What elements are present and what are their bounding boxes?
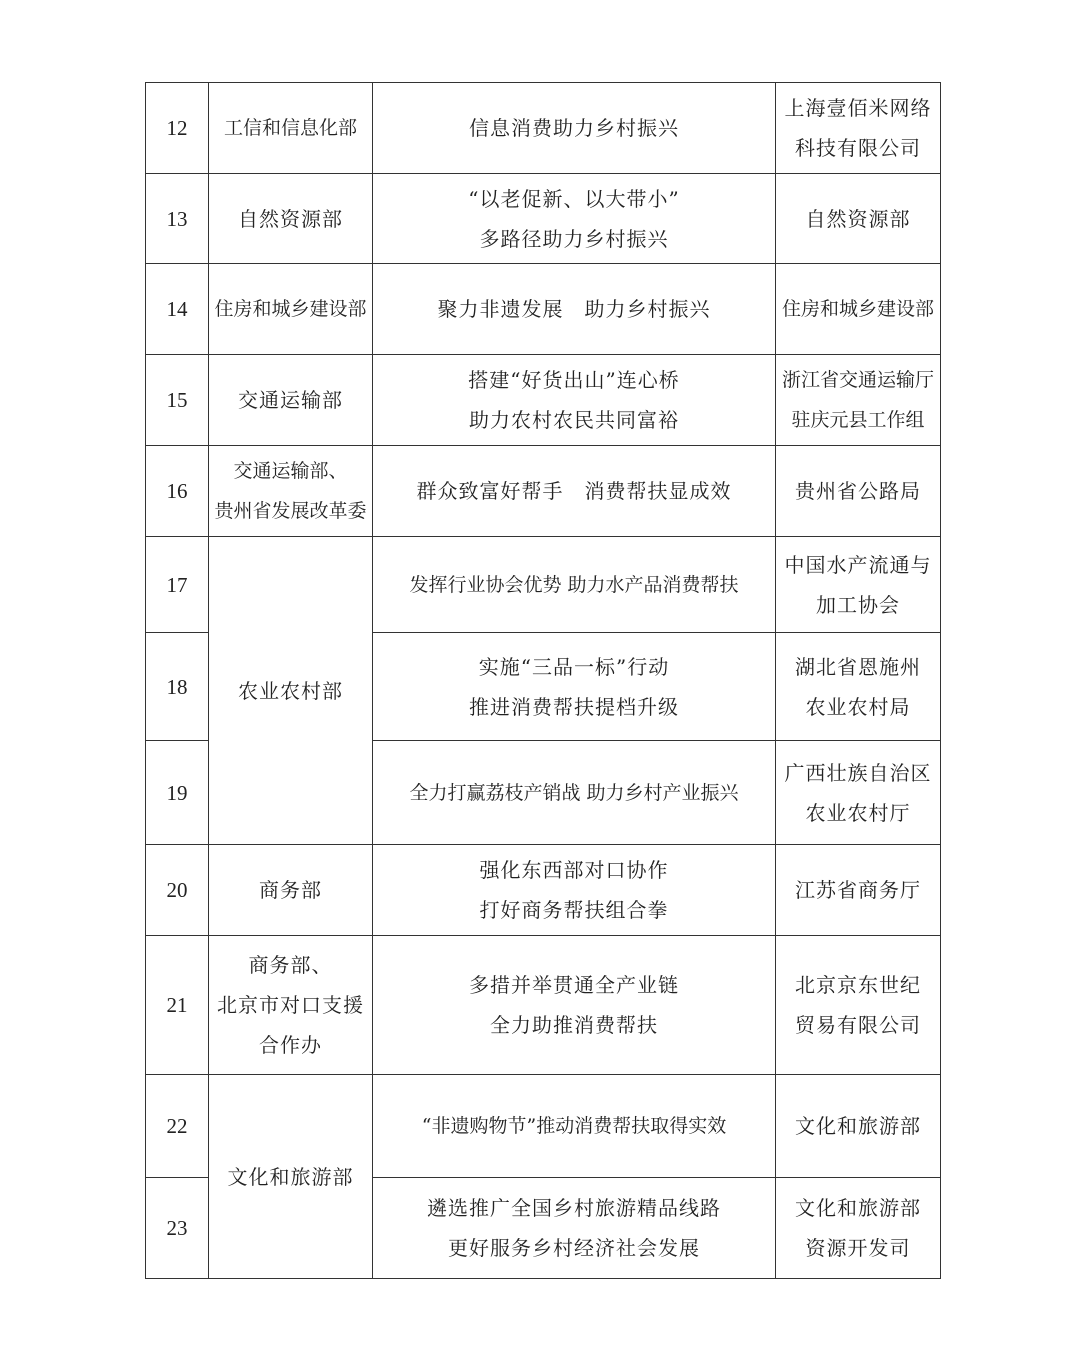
case-title-text: 多措并举贯通全产业链 [469,973,679,997]
case-title-cell [373,633,776,741]
unit-text: 贸易有限公司 [795,1013,921,1037]
row-number: 21 [146,936,209,1075]
department-text: 贵州省发展改革委 [214,500,367,522]
unit-text: 科技有限公司 [795,136,921,160]
row-number: 15 [146,355,209,446]
unit-text: 上海壹佰米网络 [784,96,932,120]
table-row [146,936,941,1075]
case-title-text: 搭建“好货出山”连心桥 [468,368,680,392]
department-text: 农业农村部 [238,678,343,703]
department-text: 工信和信息化部 [223,117,357,139]
unit-cell [776,936,941,1075]
department-cell [209,446,373,537]
case-title-text: 推进消费帮扶提档升级 [469,694,679,719]
unit-text: 文化和旅游部 [795,1196,921,1220]
row-number: 20 [146,845,209,936]
department-text: 商务部 [259,878,322,902]
department-text: 交通运输部、 [233,460,348,482]
case-title-cell [373,741,776,845]
case-title-text: 群众致富好帮手 消费帮扶显成效 [416,479,732,503]
case-title-text: 全力助推消费帮扶 [490,1013,658,1037]
case-title-cell [373,355,776,446]
case-title-text: 打好商务帮扶组合拳 [479,898,669,922]
unit-text: 资源开发司 [805,1236,911,1260]
department-cell [209,537,373,845]
row-number: 16 [146,446,209,537]
case-title-cell [373,83,776,174]
department-text: 交通运输部 [238,388,343,412]
unit-cell [776,741,941,845]
department-cell [209,355,373,446]
unit-text: 农业农村厅 [805,800,911,825]
unit-text: 浙江省交通运输厅 [781,369,934,391]
case-title-text: 更好服务乡村经济社会发展 [448,1236,700,1260]
unit-text: 北京京东世纪 [795,973,921,997]
table-row [146,174,941,264]
case-title-cell [373,446,776,537]
department-text: 北京市对口支援 [217,993,364,1017]
unit-cell [776,264,941,355]
department-text: 文化和旅游部 [227,1164,354,1189]
department-text: 自然资源部 [238,206,343,231]
case-title-text: 全力打赢荔枝产销战 助力乡村产业振兴 [409,781,739,804]
unit-cell [776,174,941,264]
unit-text: 广西壮族自治区 [784,760,932,785]
unit-cell [776,1178,941,1279]
case-table [145,82,941,1279]
case-title-text: “非遗购物节”推动消费帮扶取得实效 [421,1115,727,1137]
table-row [146,537,941,633]
department-cell [209,174,373,264]
case-title-cell [373,1178,776,1279]
unit-cell [776,537,941,633]
unit-cell [776,446,941,537]
unit-cell [776,1075,941,1178]
department-text: 住房和城乡建设部 [214,298,367,320]
unit-cell [776,355,941,446]
department-text: 合作办 [259,1033,322,1057]
department-text: 商务部、 [248,953,333,977]
table-row [146,446,941,537]
unit-text: 农业农村局 [805,694,911,719]
table-row [146,1075,941,1178]
unit-text: 文化和旅游部 [795,1114,921,1138]
unit-cell [776,83,941,174]
case-title-text: 助力农村农民共同富裕 [469,408,679,432]
unit-cell [776,633,941,741]
table-row [146,355,941,446]
department-cell [209,1075,373,1279]
unit-text: 住房和城乡建设部 [781,298,934,320]
table-row [146,845,941,936]
case-title-cell [373,845,776,936]
case-title-text: 实施“三品一标”行动 [478,654,670,679]
case-title-text: 遴选推广全国乡村旅游精品线路 [427,1196,721,1220]
case-title-cell [373,1075,776,1178]
row-number: 22 [146,1075,209,1178]
unit-text: 自然资源部 [805,206,911,231]
row-number: 18 [146,633,209,741]
department-cell [209,845,373,936]
department-cell [209,83,373,174]
case-title-text: 发挥行业协会优势 助力水产品消费帮扶 [409,573,739,596]
unit-text: 贵州省公路局 [795,479,921,503]
table-row [146,264,941,355]
row-number: 17 [146,537,209,633]
department-cell [209,264,373,355]
row-number: 14 [146,264,209,355]
unit-text: 湖北省恩施州 [795,654,921,679]
unit-text: 江苏省商务厅 [795,878,921,902]
row-number: 12 [146,83,209,174]
case-title-cell [373,264,776,355]
case-title-cell [373,936,776,1075]
case-title-text: 强化东西部对口协作 [479,858,669,882]
row-number: 19 [146,741,209,845]
case-title-text: “以老促新、以大带小” [468,186,680,211]
unit-text: 中国水产流通与 [784,552,932,577]
row-number: 23 [146,1178,209,1279]
unit-text: 加工协会 [816,592,900,617]
row-number: 13 [146,174,209,264]
case-title-text: 多路径助力乡村振兴 [479,226,669,251]
case-title-cell [373,174,776,264]
department-cell [209,936,373,1075]
unit-cell [776,845,941,936]
case-title-text: 聚力非遗发展 助力乡村振兴 [437,297,711,321]
case-title-cell [373,537,776,633]
unit-text: 驻庆元县工作组 [791,409,925,431]
case-title-text: 信息消费助力乡村振兴 [469,116,679,140]
table-row [146,83,941,174]
